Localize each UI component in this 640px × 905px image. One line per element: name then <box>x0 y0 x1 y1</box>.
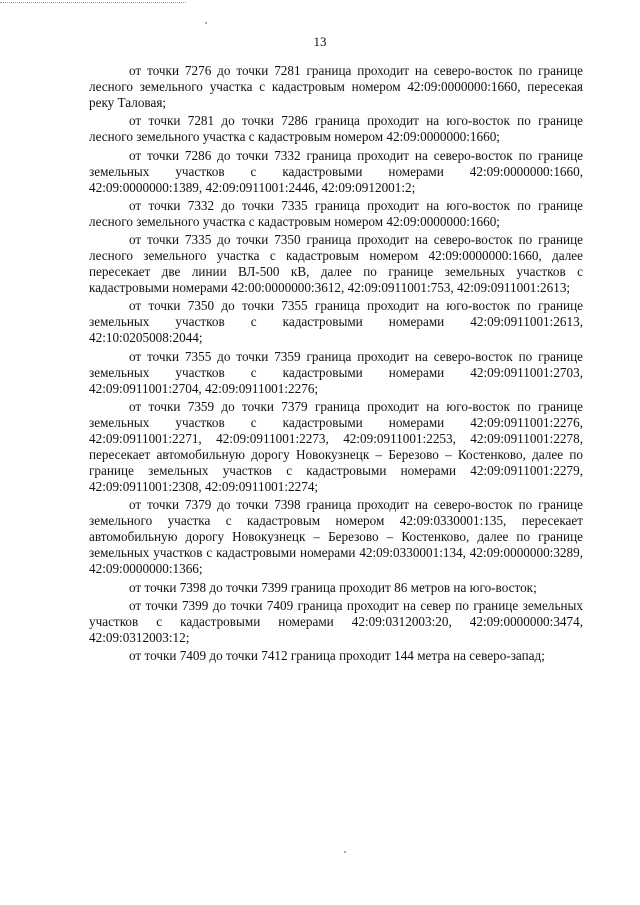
scan-speck <box>205 22 207 24</box>
paragraph-7359-7379: от точки 7359 до точки 7379 граница проходит на юго-восток по границе земельных участков с кадастровыми номерами 42:09:0911001:2276, 42:09:0911001:2271, 42:09:0911001:2273, 42:09:0911001:2253, 42:09:0911001:2278, пересекает автомобильную дорогу Новокузнецк – Березово – Костенково, далее по границе земельных участков с кадастровыми номерами 42:09:0911001:2279, 42:09:0911001:2308, 42:09:0911001:2274; <box>89 399 583 495</box>
paragraph-7398-7399: от точки 7398 до точки 7399 граница проходит 86 метров на юго-восток; <box>129 579 537 595</box>
header-rule <box>0 2 186 3</box>
paragraph-7409-7412: от точки 7409 до точки 7412 граница проходит 144 метра на северо-запад; <box>129 648 545 664</box>
paragraph-7281-7286: от точки 7281 до точки 7286 граница проходит на юго-восток по границе лесного земельного участка с кадастровым номером 42:09:0000000:1660; <box>89 113 583 145</box>
paragraph-7399-7409: от точки 7399 до точки 7409 граница проходит на север по границе земельных участков с кадастровыми номерами 42:09:0312003:20, 42:09:0000000:3474, 42:09:0312003:12; <box>89 597 583 645</box>
document-body <box>89 63 583 667</box>
paragraph-7355-7359: от точки 7355 до точки 7359 граница проходит на северо-восток по границе земельных участков с кадастровыми номерами 42:09:0911001:2703, 42:09:0911001:2704, 42:09:0911001:2276; <box>89 348 583 396</box>
paragraph-7379-7398: от точки 7379 до точки 7398 граница проходит на северо-восток по границе земельного участка с кадастровым номером 42:09:0330001:135, пересекает автомобильную дорогу Новокузнецк – Березово – Костенково, далее по границе земельных участков с кадастровыми номерами 42:09:0330001:134, 42:09:0000000:3289, 42:09:0000000:1366; <box>89 497 583 577</box>
paragraph-7286-7332: от точки 7286 до точки 7332 граница проходит на северо-восток по границе земельных участков с кадастровыми номерами 42:09:0000000:1660, 42:09:0000000:1389, 42:09:0911001:2446, 42:09:0912001:2; <box>89 147 583 195</box>
page-number: 13 <box>313 34 327 49</box>
paragraph-7276-7281: от точки 7276 до точки 7281 граница проходит на северо-восток по границе лесного земельного участка с кадастровым номером 42:09:0000000:1660, пересекая реку Таловая; <box>89 63 583 110</box>
paragraph-7335-7350: от точки 7335 до точки 7350 граница проходит на северо-восток по границе лесного земельного участка с кадастровым номером 42:09:0000000:1660, далее пересекает две линии ВЛ-500 кВ, далее по границе земельных участков с кадастровыми номерами 42:00:0000000:3612, 42:09:0911001:753, 42:09:0911001:2613; <box>89 232 583 296</box>
scan-speck <box>344 851 346 853</box>
paragraph-7350-7355: от точки 7350 до точки 7355 граница проходит на юго-восток по границе земельных участков с кадастровыми номерами 42:09:0911001:2613, 42:10:0205008:2044; <box>89 298 583 346</box>
paragraph-7332-7335: от точки 7332 до точки 7335 граница проходит на юго-восток по границе лесного земельного участка с кадастровым номером 42:09:0000000:1660; <box>89 197 583 229</box>
